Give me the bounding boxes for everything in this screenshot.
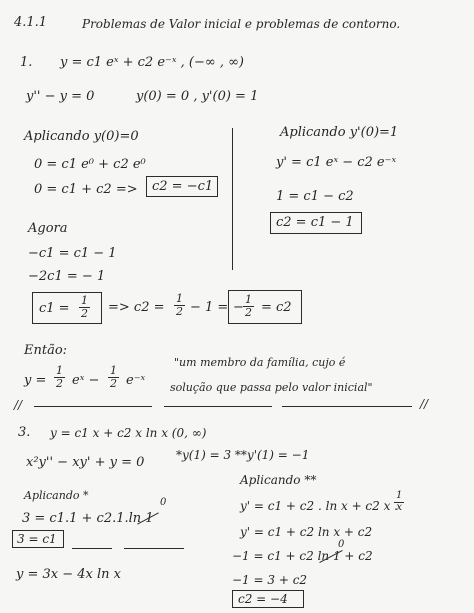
ex1-agora-heading: Agora — [28, 221, 68, 236]
ex1-c2-minus: − 1 = — [190, 300, 229, 315]
ex1-agora-line1: −c1 = c1 − 1 — [28, 246, 117, 261]
ex3-dash-1 — [72, 548, 112, 549]
ex3-left-ln-zero: 0 — [160, 497, 167, 508]
ex3-dash-2 — [124, 548, 184, 549]
ex3-right-frac-num: 1 — [396, 490, 403, 501]
ex3-right-line1: y' = c1 + c2 . ln x + c2 x . — [240, 499, 398, 513]
ex3-right-line3: −1 = c1 + c2 ln 1 + c2 — [232, 549, 373, 563]
ex1-c1-num: 1 — [81, 294, 88, 307]
ex1-left-line2: 0 = c1 + c2 => — [34, 182, 138, 197]
page-title: Problemas de Valor inicial e problemas de contorno. — [82, 17, 401, 31]
ex3-right-line4: −1 = 3 + c2 — [232, 573, 308, 587]
separator-line-left — [34, 406, 152, 407]
exercise-3-ode: x²y'' − xy' + y = 0 — [26, 455, 145, 470]
ex1-agora-line2: −2c1 = − 1 — [28, 269, 106, 284]
ex1-entao-heading: Então: — [24, 343, 68, 358]
ex1-c2-num1: 1 — [176, 292, 183, 305]
ex1-c2-den2: 2 — [245, 305, 252, 319]
ex1-entao-y: y = — [24, 373, 47, 388]
exercise-1-ode: y'' − y = 0 — [26, 89, 95, 104]
ex3-left-result: 3 = c1 — [17, 532, 57, 546]
ex1-c2-boxed-post: = c2 — [261, 300, 292, 315]
ex1-left-result-box — [146, 176, 218, 197]
ex1-left-line1: 0 = c1 e⁰ + c2 e⁰ — [34, 157, 146, 172]
ex3-right-fraction — [394, 491, 404, 513]
ex3-right-line2: y' = c1 + c2 ln x + c2 — [240, 525, 373, 539]
ex3-left-result-box — [12, 530, 64, 548]
ex1-left-heading: Aplicando y(0)=0 — [24, 129, 139, 144]
ex3-right-ln-zero: 0 — [338, 539, 345, 550]
column-divider — [232, 128, 233, 270]
separator-right-mark: // — [420, 397, 429, 411]
ex1-quote-line1: "um membro da família, cujo é — [174, 356, 346, 369]
ex3-right-result: c2 = −4 — [238, 592, 288, 606]
ex1-entao-f2-den: 2 — [110, 376, 117, 390]
ex1-c2-box — [228, 290, 302, 324]
ex1-c2-arrow: => c2 = — [108, 300, 165, 315]
separator-left-mark: // — [14, 398, 23, 412]
ex1-right-line1: y' = c1 eˣ − c2 e⁻ˣ — [276, 155, 397, 170]
ex1-entao-term1: eˣ − — [72, 373, 100, 388]
ex1-quote-line2: solução que passa pelo valor inicial" — [170, 381, 373, 394]
separator-line-mid — [164, 406, 272, 407]
ex1-right-result-box — [270, 212, 362, 234]
exercise-3-number: 3. — [18, 425, 31, 440]
exercise-3-conditions: *y(1) = 3 **y'(1) = −1 — [176, 448, 310, 462]
exercise-1-number: 1. — [20, 55, 33, 70]
ex1-right-line2: 1 = c1 − c2 — [276, 189, 354, 204]
ex3-final-solution: y = 3x − 4x ln x — [16, 567, 121, 582]
ex1-left-result: c2 = −c1 — [152, 179, 214, 194]
ex1-c2-fraction-1 — [174, 293, 185, 317]
ex3-left-heading: Aplicando * — [24, 489, 89, 502]
ex1-entao-term2: e⁻ˣ — [126, 373, 146, 388]
exercise-1-conditions: y(0) = 0 , y'(0) = 1 — [136, 89, 259, 104]
ex3-left-line1: 3 = c1.1 + c2.1.ln 1 — [22, 511, 154, 526]
ex1-entao-f1-num: 1 — [56, 364, 63, 377]
ex1-right-result: c2 = c1 − 1 — [276, 215, 354, 230]
ex3-right-heading: Aplicando ** — [240, 473, 317, 487]
ex1-c1-fraction — [79, 295, 90, 319]
ex1-c1-box — [32, 292, 102, 324]
separator-line-right — [282, 406, 412, 407]
ex1-entao-fraction-1 — [54, 365, 65, 389]
ex3-right-frac-den: x — [396, 501, 402, 513]
ex1-right-heading: Aplicando y'(0)=1 — [280, 125, 399, 140]
ex1-c1-den: 2 — [81, 306, 88, 320]
ex1-c2-boxed-pre: − — [233, 300, 244, 315]
exercise-3-equation: y = c1 x + c2 x ln x (0, ∞) — [50, 426, 207, 440]
ex3-right-result-box — [232, 590, 304, 608]
ex1-c1-label: c1 = — [39, 301, 70, 316]
ex1-entao-fraction-2 — [108, 365, 119, 389]
ex1-c2-fraction-2 — [243, 294, 254, 318]
ex1-entao-f2-num: 1 — [110, 364, 117, 377]
ex1-entao-f1-den: 2 — [56, 376, 63, 390]
exercise-1-equation: y = c1 eˣ + c2 e⁻ˣ , (−∞ , ∞) — [60, 55, 244, 70]
section-number: 4.1.1 — [14, 15, 48, 30]
ex1-c2-num2: 1 — [245, 293, 252, 306]
ex1-c2-den1: 2 — [176, 304, 183, 318]
